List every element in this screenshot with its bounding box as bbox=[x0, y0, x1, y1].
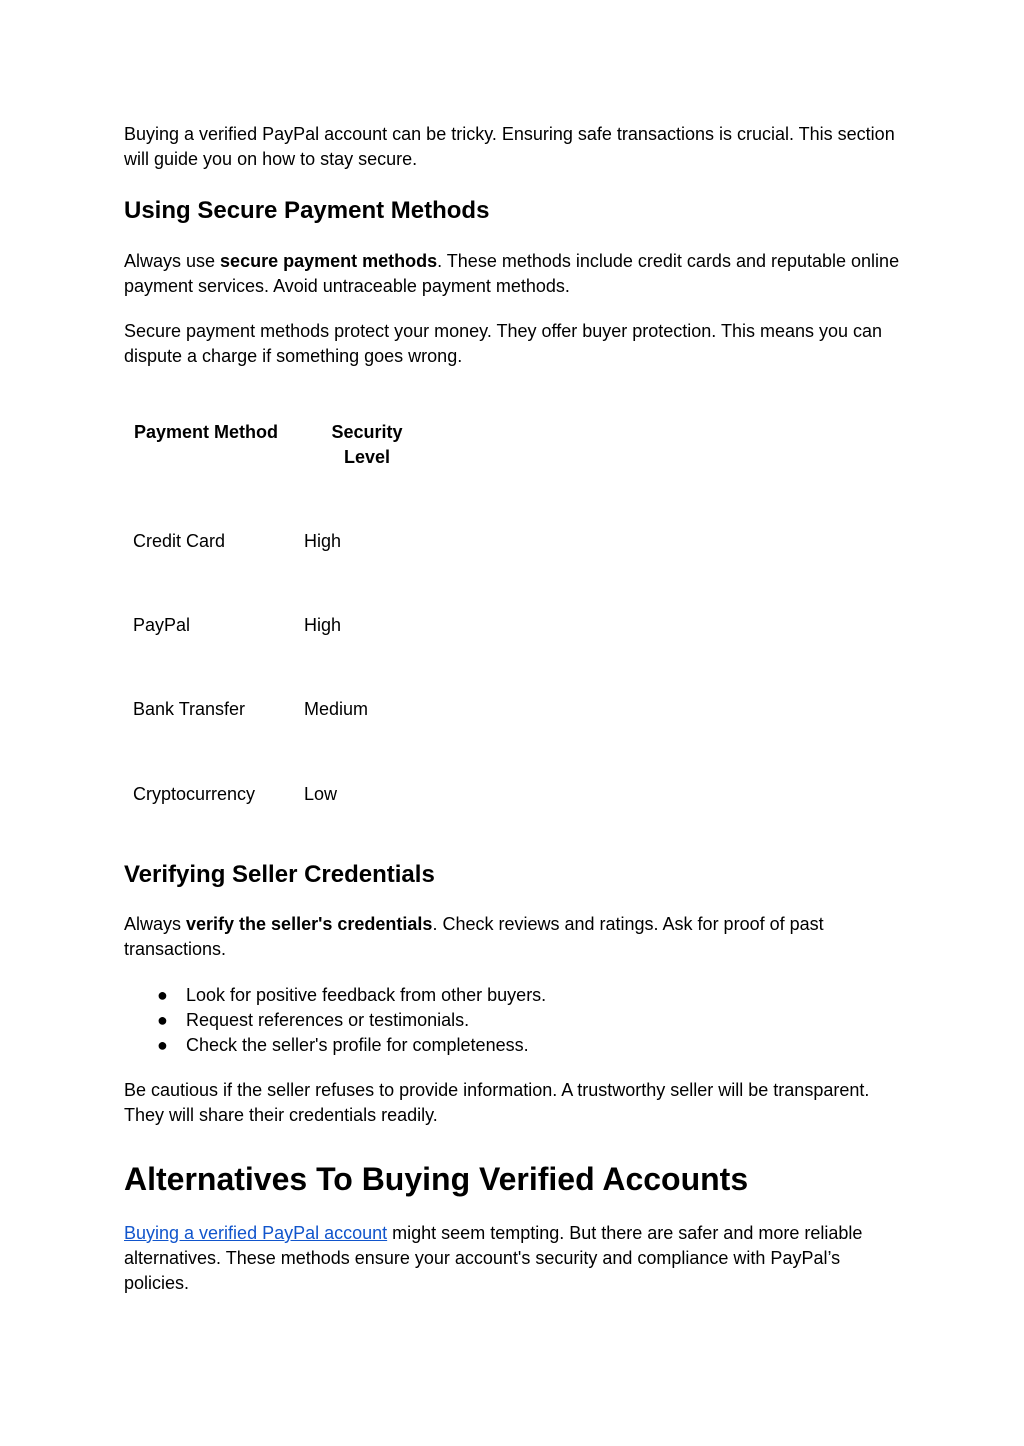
list-item-text: Look for positive feedback from other buyers. bbox=[186, 985, 547, 1005]
table-header-level: Security Level bbox=[331, 422, 403, 467]
alternatives-paragraph bbox=[124, 1221, 904, 1296]
table-header-method: Payment Method bbox=[134, 422, 279, 442]
table-cell-level: Low bbox=[304, 784, 338, 804]
secure-payment-heading: Using Secure Payment Methods bbox=[124, 197, 490, 224]
table-cell-method: Credit Card bbox=[133, 531, 226, 551]
table-row bbox=[124, 529, 424, 554]
verify-seller-paragraph-2: Be cautious if the seller refuses to provide information. A trustworthy seller will be transparent. They will share their credentials readily. bbox=[124, 1080, 870, 1125]
bold-text: secure payment methods bbox=[220, 251, 438, 271]
text-span: . These methods include credit cards and reputable online payment services. Avoid untraceable payment methods. bbox=[124, 251, 900, 296]
secure-payment-paragraph-1 bbox=[124, 249, 904, 299]
text-span: Always bbox=[124, 914, 187, 934]
verify-seller-heading: Verifying Seller Credentials bbox=[124, 861, 435, 888]
list-item bbox=[124, 1033, 546, 1058]
list-item bbox=[124, 1008, 546, 1033]
table-cell-method: Cryptocurrency bbox=[133, 784, 256, 804]
table-cell-level: Medium bbox=[304, 699, 369, 719]
bullet-icon: ● bbox=[157, 985, 168, 1005]
list-item-text: Check the seller's profile for completeness. bbox=[186, 1035, 529, 1055]
bullet-icon: ● bbox=[157, 1010, 168, 1030]
table-cell-method: PayPal bbox=[133, 615, 191, 635]
intro-paragraph: Buying a verified PayPal account can be tricky. Ensuring safe transactions is crucial. This section will guide you on how to stay secure. bbox=[124, 124, 895, 169]
verify-seller-bullet-list bbox=[124, 983, 546, 1058]
list-item bbox=[124, 983, 546, 1008]
secure-payment-paragraph-2: Secure payment methods protect your money. They offer buyer protection. This means you can dispute a charge if something goes wrong. bbox=[124, 321, 883, 366]
table-row bbox=[124, 697, 424, 722]
bullet-icon: ● bbox=[157, 1035, 168, 1055]
table-row bbox=[124, 613, 424, 638]
list-item-text: Request references or testimonials. bbox=[186, 1010, 470, 1030]
text-span: Always use bbox=[124, 251, 221, 271]
bold-text: verify the seller's credentials bbox=[186, 914, 433, 934]
text-span: might seem tempting. But there are safer and more reliable alternatives. These methods ensure your account's security and compliance with PayPal’s policies. bbox=[124, 1223, 863, 1293]
table-row bbox=[124, 782, 424, 807]
alternatives-heading: Alternatives To Buying Verified Accounts bbox=[124, 1161, 749, 1197]
buying-verified-paypal-link[interactable]: Buying a verified PayPal account bbox=[124, 1223, 388, 1243]
text-span: . Check reviews and ratings. Ask for proof of past transactions. bbox=[124, 914, 824, 959]
verify-seller-paragraph-1 bbox=[124, 912, 904, 962]
table-cell-method: Bank Transfer bbox=[133, 699, 246, 719]
table-cell-level: High bbox=[304, 615, 342, 635]
table-cell-level: High bbox=[304, 531, 342, 551]
